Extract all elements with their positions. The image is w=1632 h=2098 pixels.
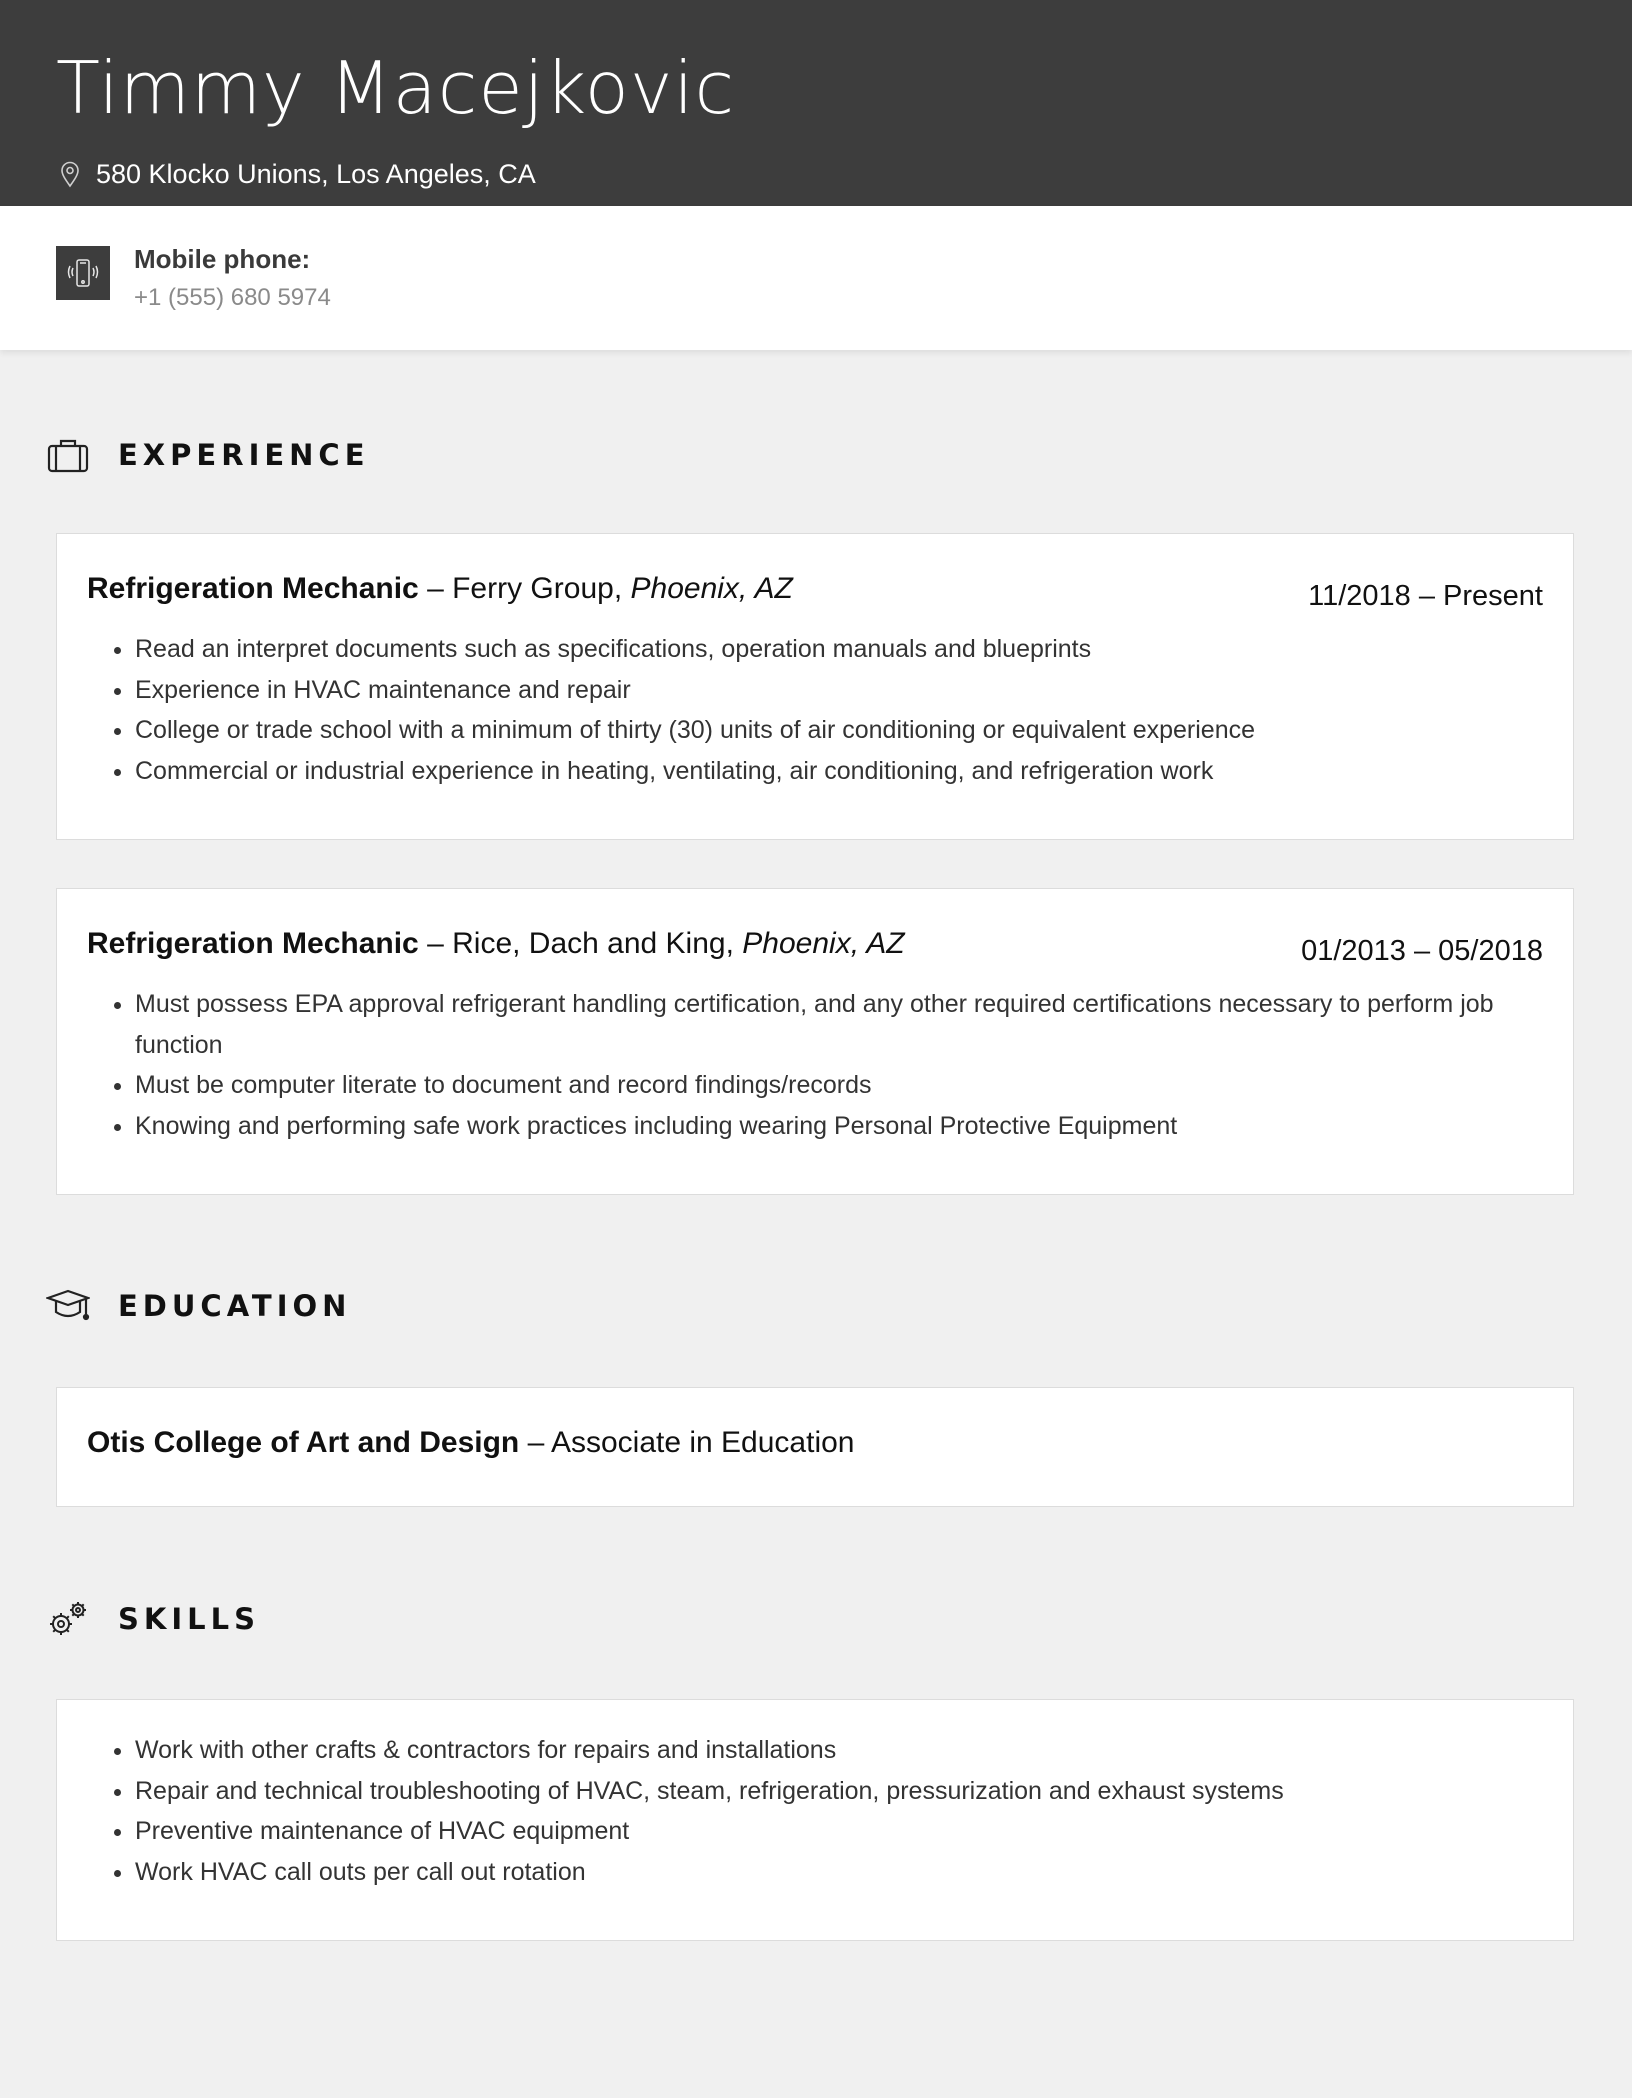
job-title: Refrigeration Mechanic — [87, 572, 419, 605]
resume-header — [0, 0, 1632, 206]
education-heading — [46, 1284, 351, 1328]
job-location: Phoenix, AZ — [630, 572, 793, 605]
list-item: • Preventive maintenance of HVAC equipment — [135, 1811, 1507, 1852]
list-item: • Must be computer literate to document and record findings/records — [135, 1065, 1507, 1106]
job-company: Ferry Group — [452, 572, 614, 605]
address-row — [56, 156, 536, 192]
skills-title: SKILLS — [118, 1602, 260, 1636]
list-item: • College or trade school with a minimum of thirty (30) units of air conditioning or equivalent experience — [135, 710, 1507, 751]
education-entry — [87, 1426, 854, 1460]
list-item: • Work with other crafts & contractors for repairs and installations — [135, 1730, 1507, 1771]
job-bullets — [87, 984, 1507, 1146]
skills-card — [56, 1699, 1574, 1941]
job-company: Rice, Dach and King — [452, 927, 726, 960]
gears-icon — [46, 1599, 90, 1639]
school-name: Otis College of Art and Design — [87, 1426, 520, 1459]
job-dates: 11/2018 – Present — [1308, 580, 1543, 612]
list-item: • Repair and technical troubleshooting of HVAC, steam, refrigeration, pressurization and exhaust systems — [135, 1771, 1507, 1812]
experience-heading — [46, 433, 370, 477]
degree: Associate in Education — [550, 1426, 855, 1459]
job-comma: , — [725, 927, 743, 960]
skills-heading — [46, 1597, 260, 1641]
experience-title: EXPERIENCE — [118, 438, 370, 472]
location-pin-icon — [56, 159, 84, 189]
education-card — [56, 1387, 1574, 1507]
mobile-phone-icon — [56, 246, 110, 300]
list-item: • Work HVAC call outs per call out rotation — [135, 1852, 1507, 1893]
graduation-cap-icon — [46, 1286, 90, 1326]
phone-label: Mobile phone: — [134, 244, 311, 274]
education-separator: – — [519, 1426, 551, 1459]
education-title: EDUCATION — [118, 1289, 352, 1323]
job-bullets — [87, 629, 1507, 791]
candidate-name: Timmy Macejkovic — [56, 46, 736, 130]
job-separator: – — [418, 927, 453, 960]
job-location: Phoenix, AZ — [742, 927, 905, 960]
experience-card — [56, 533, 1574, 840]
list-item: • Experience in HVAC maintenance and repair — [135, 670, 1507, 711]
job-dates: 01/2013 – 05/2018 — [1301, 935, 1543, 967]
address: 580 Klocko Unions, Los Angeles, CA — [96, 158, 536, 189]
contact-bar — [0, 206, 1632, 350]
skills-list — [87, 1730, 1507, 1892]
list-item: • Knowing and performing safe work practices including wearing Personal Protective Equipment — [135, 1106, 1507, 1147]
list-item: • Read an interpret documents such as specifications, operation manuals and blueprints — [135, 629, 1507, 670]
job-comma: , — [613, 572, 631, 605]
job-title: Refrigeration Mechanic — [87, 927, 419, 960]
list-item: • Must possess EPA approval refrigerant handling certification, and any other required certifications necessary to perform job function — [135, 984, 1507, 1065]
experience-card — [56, 888, 1574, 1195]
phone-number: +1 (555) 680 5974 — [134, 284, 331, 311]
list-item: • Commercial or industrial experience in heating, ventilating, air conditioning, and refrigeration work — [135, 751, 1507, 792]
job-separator: – — [418, 572, 453, 605]
briefcase-icon — [46, 435, 90, 475]
job-header — [87, 572, 793, 606]
job-header — [87, 927, 905, 961]
